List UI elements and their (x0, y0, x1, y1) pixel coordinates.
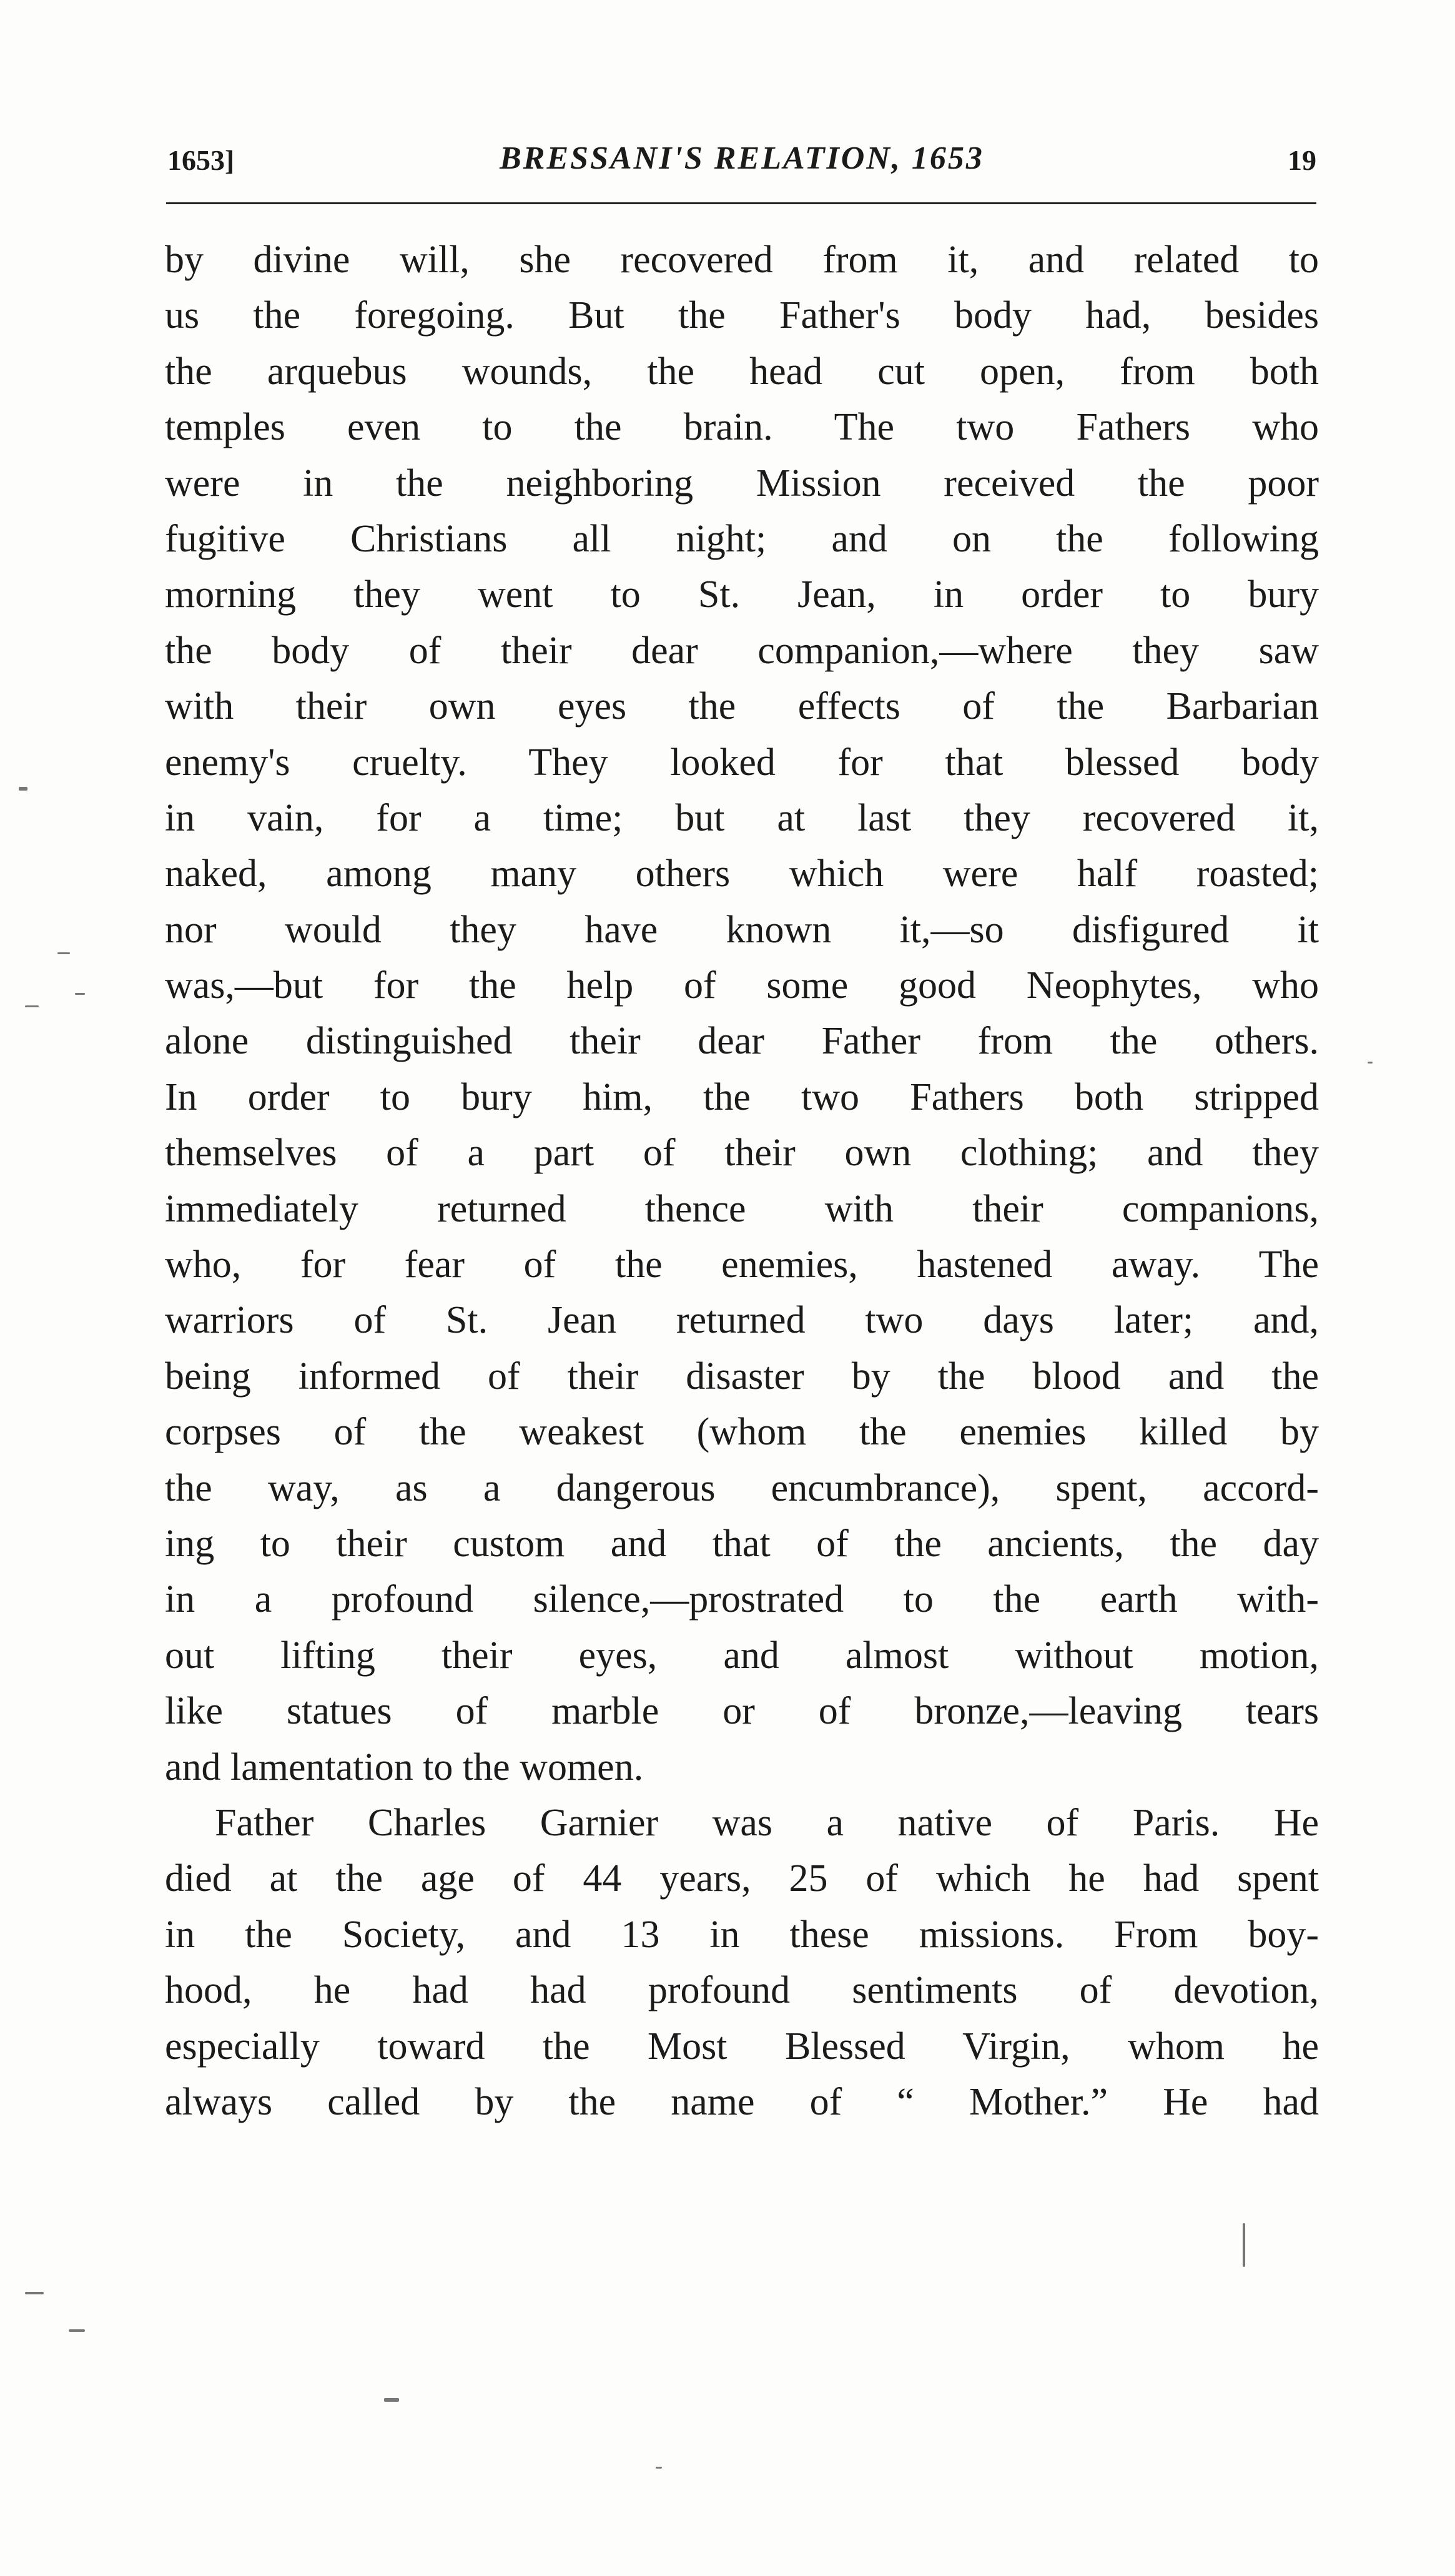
text-line: in a profound silence,—prostrated to the earth with- (165, 1578, 1319, 1621)
text-line: the way, as a dangerous encumbrance), spent, accord- (165, 1466, 1319, 1509)
text-line: enemy's cruelty. They looked for that blessed body (165, 741, 1319, 784)
body-text (165, 232, 1319, 2130)
text-line: always called by the name of “ Mother.” He had (165, 2080, 1319, 2123)
scan-speck (1243, 2223, 1245, 2267)
scan-speck (25, 1005, 39, 1007)
text-line: temples even to the brain. The two Fathers who (165, 406, 1319, 449)
text-line: being informed of their disaster by the blood and the (165, 1355, 1319, 1398)
text-line: by divine will, she recovered from it, and related to (165, 239, 1319, 281)
text-line: with their own eyes the effects of the Barbarian (165, 685, 1319, 728)
scan-speck (69, 2329, 85, 2332)
text-line: in the Society, and 13 in these missions. From boy- (165, 1913, 1319, 1956)
text-line: especially toward the Most Blessed Virgin, whom he (165, 2025, 1319, 2068)
scan-speck (19, 787, 27, 791)
running-title: BRESSANI'S RELATION, 1653 (500, 141, 984, 176)
header-year: 1653] (167, 144, 235, 176)
text-line: naked, among many others which were half roasted; (165, 852, 1319, 896)
text-line: out lifting their eyes, and almost without motion, (165, 1634, 1319, 1677)
scan-speck (1368, 1062, 1373, 1063)
text-line: who, for fear of the enemies, hastened away. The (165, 1243, 1319, 1286)
text-line: us the foregoing. But the Father's body had, besides (165, 294, 1319, 337)
text-line: was,—but for the help of some good Neophytes, who (165, 964, 1319, 1007)
text-line: like statues of marble or of bronze,—leaving tears (165, 1690, 1319, 1733)
text-line: hood, he had had profound sentiments of devotion, (165, 1969, 1319, 2012)
scan-speck (25, 2292, 44, 2294)
scan-speck (384, 2398, 399, 2402)
running-header (167, 136, 1316, 180)
text-line: the arquebus wounds, the head cut open, from both (165, 350, 1319, 393)
text-line: fugitive Christians all night; and on the following (165, 517, 1319, 560)
scan-speck (75, 993, 85, 995)
paragraph-2 (165, 1795, 1319, 2130)
header-rule (166, 202, 1316, 204)
text-line: ing to their custom and that of the ancients, the day (165, 1522, 1319, 1565)
text-line: in vain, for a time; but at last they recovered it, (165, 796, 1319, 839)
page-number: 19 (1288, 144, 1316, 176)
text-line: In order to bury him, the two Fathers both stripped (165, 1075, 1319, 1118)
text-line: Father Charles Garnier was a native of Paris. He (215, 1801, 1319, 1844)
text-line: were in the neighboring Mission received the poor (165, 461, 1319, 505)
text-line: warriors of St. Jean returned two days later; and, (165, 1299, 1319, 1342)
text-line: morning they went to St. Jean, in order to bury (165, 573, 1319, 616)
text-line: the body of their dear companion,—where they saw (165, 629, 1319, 672)
text-line: and lamentation to the women. (165, 1745, 644, 1789)
text-line: died at the age of 44 years, 25 of which he had spent (165, 1857, 1319, 1900)
scan-speck (57, 952, 70, 954)
text-line: nor would they have known it,—so disfigured it (165, 908, 1319, 951)
text-line: immediately returned thence with their companions, (165, 1187, 1319, 1230)
paragraph-1 (165, 232, 1319, 1795)
text-line: themselves of a part of their own clothing; and they (165, 1132, 1319, 1175)
text-line: alone distinguished their dear Father from the others. (165, 1020, 1319, 1063)
scan-speck (656, 2467, 662, 2469)
text-line: corpses of the weakest (whom the enemies killed by (165, 1411, 1319, 1454)
